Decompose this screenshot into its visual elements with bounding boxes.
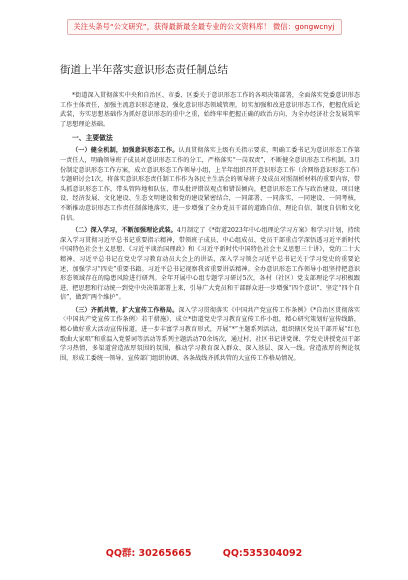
paragraph-2-body: 4月制定了《*街道2023年中心组理论学习方案》和学习计划，持续深入学习贯彻习近平总书记重要指示精神，带领班子成员、中心组成员、党员干部重点学深悟透习近平新时代中国特色社会主义思想、《习近平谈治国理政》和《习近平新时代中国特色社会主义思想三十讲》，党的二十大精神、习近平总书记在党史学习教育动员大会上的讲话，深入学习领会习近平总书记关于学习党史的重要论述，加强学习“四史”重要书籍。习近平总书记视察我省重要讲话精神。全办意识形态工作领导小组坚持把意识形态领域存在的隐患风险进行研判。全年开展中心组专题学习研讨5次，各村（社区）党支部理论学习积极跟进，把思想和行动统一到党中央决策部署上来，引导广大党员和干部群众进一步增强“四个意识”、坚定“四个自信”，做到“两个维护”。 [60, 227, 360, 302]
paragraph-3-body: 深入学习贯彻落实《中国共产党宣传工作条例》《*自治区贯彻落实〈中国共产党宣传工作条例〉若干措施》，成立*街道党史学习教育宣传工作小组，精心研究策划好宣传线路，精心做好重大活动宣传报道，进一步丰富学习教育形式，开展“*”主题系列活动，组织辖区党员干部开展“红色歌曲大家唱”和重温入党誓词等活动等系列主题活动70余场次，通过村、社区书记讲党课、学党史讲授党员干部学习热情，多渠道营造浓厚氛围的氛围，推动学习教育深入群众、深入基层、深入一线。营造浓厚的舆论氛围，形成工委统一领导、宣传部门组织协调、各条战线齐抓共管的大宣传工作格局情况。 [60, 306, 360, 362]
promo-banner [0, 14, 408, 34]
intro-paragraph: *街道深入贯彻落实中央和自治区、市委、区委关于意识形态工作的各项决策部署，全面落实党委意识形态工作主体责任，加强主流意识形态建设，强化意识形态领域管理，切实加强和改进意识形态工作，把握优质论武装，夯实思想基础作为抓好意识形态的重中之重，始终牢牢把握正确的政治方向，为全办经济社会发展筑牢了思想理论基础。 [60, 92, 360, 128]
qq-number-text: QQ:535304092 [222, 548, 303, 559]
document-page [60, 52, 360, 366]
paragraph-2-heading: （二）深入学习，不断加强理论武装。 [72, 227, 177, 235]
contact-footer [0, 545, 408, 559]
paragraph-1-body: 认真贯彻落实上级有关指示要求，明确工委书记为意识形态工作第一责任人，明确领导班子成员对意识形态工作的分工，严格落实“一岗双责”，不断健全意识形态工作机制。3月份制定意识形态工作方案，成立意识形态工作领导小组，上半年组织召开意识形态工作（含网络意识形态工作）专题研讨会1次，将落实意识形态责任制工作作为各民主生活会的领导班子及成员对照剖析材料的重要内容，带头抓意识形态工作，带头管阵地和队伍，带头批评错误观点和错误倾向，把意识形态工作与政治建设、项目建设、经济发展、文化建设、生态文明建设和党的建设紧密结合，一同部署、一同落实、一同建设、一同考核，不断推动意识形态工作责任制落地落实，进一步增强了全办党员干部的道路自信、理论自信、制度自信和文化自信。 [60, 147, 360, 222]
section-heading: 一、主要做法 [72, 134, 113, 143]
qq-group-text: QQ群: 30265665 [105, 548, 192, 559]
paragraph-2 [60, 226, 360, 303]
paragraph-1-heading: （一）健全机制，加强意识形态工作。 [72, 147, 179, 155]
promo-banner-text: 关注头条号“公文研究”，获得最新最全最专业的公文资料库！ 微信：gongwcnyj [67, 19, 342, 35]
paragraph-1 [60, 146, 360, 223]
paragraph-3 [60, 306, 360, 364]
doc-title: 街道上半年落实意识形态责任制总结 [60, 64, 228, 76]
paragraph-3-heading: （三）齐抓共管，扩大宣传工作格局。 [72, 306, 179, 314]
